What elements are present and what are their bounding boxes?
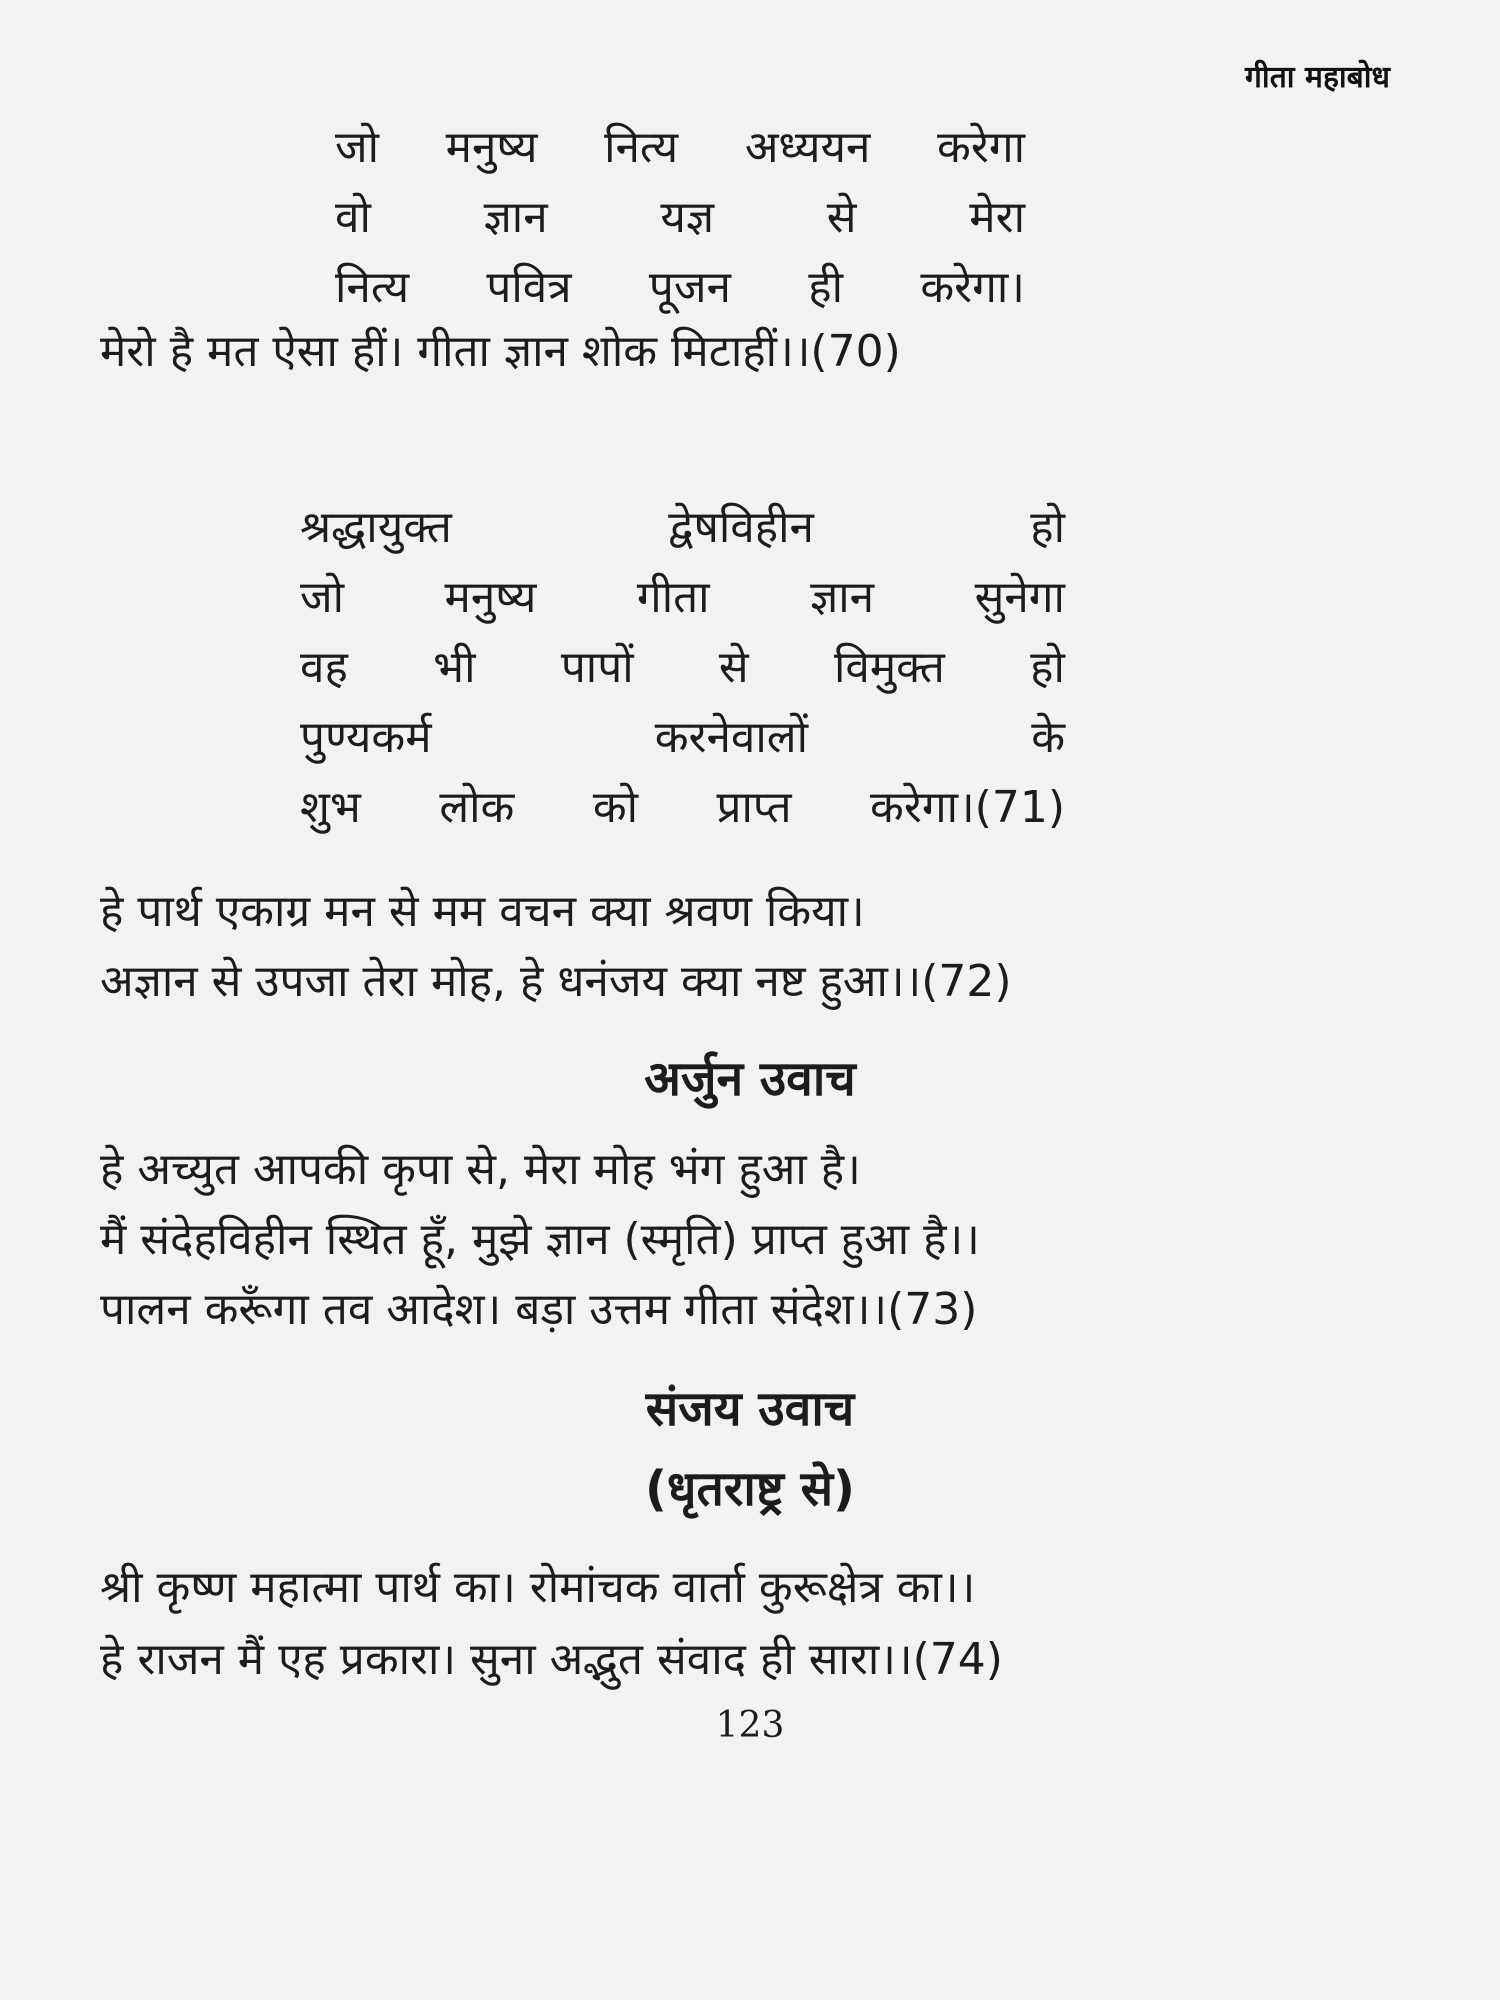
word: के: [1031, 712, 1065, 763]
verse-72-line-1: हे पार्थ एकाग्र मन से मम वचन क्या श्रवण किया।: [100, 886, 865, 937]
word: नित्य: [335, 262, 410, 313]
verse-71-line-4: [300, 708, 1065, 768]
section-subheading-dhritarashtra: (धृतराष्ट्र से): [644, 1461, 855, 1517]
word: जो: [335, 122, 380, 173]
word: करेगा: [937, 122, 1025, 173]
verse-70-closing: मेरो है मत ऐसा हीं। गीता ज्ञान शोक मिटाहीं।।(70): [100, 326, 901, 377]
verse-71-line-5: [300, 778, 1065, 838]
word: वह: [300, 642, 348, 693]
word: को: [592, 782, 639, 833]
word: भी: [433, 642, 476, 693]
verse-74-line-1: श्री कृष्ण महात्मा पार्थ का। रोमांचक वार्ता कुरूक्षेत्र का।।: [100, 1562, 976, 1613]
word: पापों: [560, 642, 634, 693]
word: लोक: [439, 782, 515, 833]
word: सुनेगा: [974, 572, 1065, 623]
verse-74-line-2: हे राजन मैं एह प्रकारा। सुना अद्भुत संवाद ही सारा।।(74): [100, 1634, 1003, 1685]
running-header: गीता महाबोध: [1245, 60, 1390, 95]
word: हो: [1030, 502, 1065, 553]
word: नित्य: [604, 122, 679, 173]
word: मनुष्य: [444, 572, 537, 623]
verse-73-line-2: मैं संदेहविहीन स्थित हूँ, मुझे ज्ञान (स्मृति) प्राप्त हुआ है।।: [100, 1214, 980, 1265]
word: द्वेषविहीन: [668, 502, 814, 553]
word: मेरा: [969, 192, 1025, 243]
word: ही: [808, 262, 844, 313]
verse-71-line-2: [300, 568, 1065, 628]
word: श्रद्धायुक्त: [300, 502, 452, 553]
word: प्राप्त: [716, 782, 792, 833]
word: करेगा।: [920, 262, 1025, 313]
word: ज्ञान: [810, 572, 875, 623]
word: वो: [335, 192, 371, 243]
verse-70-line-3: [335, 258, 1025, 318]
verse-70-line-2: [335, 188, 1025, 248]
word: गीता: [636, 572, 710, 623]
page-number: 123: [715, 1705, 785, 1746]
section-heading-sanjaya: संजय उवाच: [645, 1381, 855, 1437]
word: पूजन: [648, 262, 731, 313]
word: शुभ: [300, 782, 361, 833]
word: से: [826, 192, 857, 243]
verse-73-line-3: पालन करूँगा तव आदेश। बड़ा उत्तम गीता संदेश।।(73): [100, 1284, 978, 1335]
word: पुण्यकर्म: [300, 712, 432, 763]
word: ज्ञान: [483, 192, 548, 243]
word: विमुक्त: [834, 642, 945, 693]
word: हो: [1030, 642, 1065, 693]
section-heading-arjuna: अर्जुन उवाच: [644, 1051, 856, 1107]
verse-72-line-2: अज्ञान से उपजा तेरा मोह, हे धनंजय क्या नष्ट हुआ।।(72): [100, 956, 1012, 1007]
word: पवित्र: [486, 262, 572, 313]
word: मनुष्य: [445, 122, 538, 173]
word: यज्ञ: [660, 192, 715, 243]
verse-71-line-1: [300, 498, 1065, 558]
word: अध्ययन: [744, 122, 871, 173]
word: करेगा।(71): [870, 782, 1065, 833]
verse-71-line-3: [300, 638, 1065, 698]
verse-70-line-1: [335, 118, 1025, 178]
verse-73-line-1: हे अच्युत आपकी कृपा से, मेरा मोह भंग हुआ है।: [100, 1144, 861, 1195]
word: करनेवालों: [654, 712, 809, 763]
word: से: [718, 642, 749, 693]
word: जो: [300, 572, 345, 623]
